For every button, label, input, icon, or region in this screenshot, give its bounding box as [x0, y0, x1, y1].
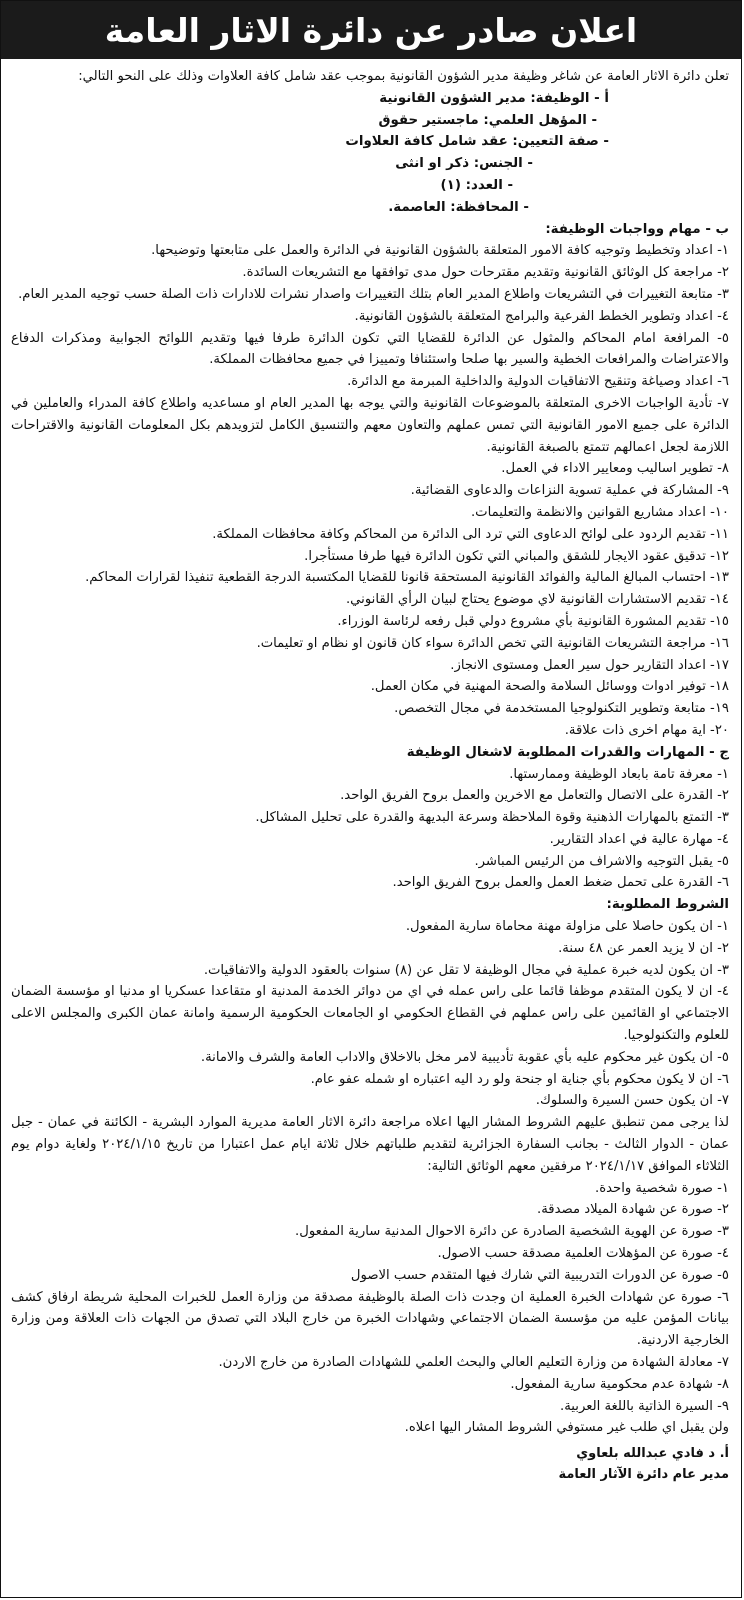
duty-item: ٢٠- اية مهام اخرى ذات علاقة. — [564, 722, 729, 738]
duty-item: ١٨- توفير ادوات ووسائل السلامة والصحة المهنية في مكان العمل. — [370, 679, 729, 695]
duty-item: ٩- المشاركة في عملية تسوية النزاعات والدعاوى القضائية. — [410, 483, 729, 499]
application-paragraph: لذا يرجى ممن تنطبق عليهم الشروط المشار اليها اعلاه مراجعة دائرة الاثار العامة مديرية الموارد البشرية - الكائنة في عمان - جبل عمان - الدوار الثالث - بجانب السفارة الجزائرية لتقديم طلباتهم خلال ثلاثة ايام عمل اعتبارا من تاريخ ٢٠٢٤/١/١٥ ولغاية دوام يوم الثلاثاء الموافق ٢٠٢٤/١/١٧ مرفقين معهم الوثائق التالية: — [11, 1115, 729, 1174]
job-count: - العدد: (١) — [440, 177, 513, 193]
document-item: ٢- صورة عن شهادة الميلاد مصدقة. — [537, 1202, 729, 1218]
condition-item: ١- ان يكون حاصلا على مزاولة مهنة محاماة سارية المفعول. — [405, 919, 729, 935]
signatory-role: مدير عام دائرة الآثار العامة — [558, 1467, 729, 1483]
duty-item: ٧- تأدية الواجبات الاخرى المتعلقة بالموضوعات القانونية والتي يوجه بها المدير العام او مساعديه واطلاع كافة المدراء والعاملين في الدائرة على جميع الامور القانونية التي تمس عملهم والتعاون معهم والتنسيق الكامل لتزويدهم بكل المعلومات القانونية والاقتراحات اللازمة لجعل اعمالهم تتمتع بالصبغة القانونية. — [11, 395, 729, 455]
document-item: ٥- صورة عن الدورات التدريبية التي شارك فيها المتقدم حسب الاصول — [350, 1267, 729, 1283]
skills-list — [11, 764, 729, 895]
documents-list — [11, 1178, 729, 1418]
signatory-name: أ. د فادي عبدالله بلعاوي — [576, 1446, 729, 1462]
job-governorate: - المحافظة: العاصمة. — [388, 199, 529, 215]
job-details — [11, 88, 729, 219]
duty-item: ٣- متابعة التغييرات في التشريعات واطلاع المدير العام بتلك التغييرات واصدار نشرات للادارات ذات الصلة حسب توجيه المدير العام. — [18, 286, 729, 302]
condition-item: ٥- ان يكون غير محكوم عليه بأي عقوبة تأديبية لامر مخل بالاخلاق والاداب العامة والشرف والامانة. — [200, 1049, 729, 1065]
duty-item: ٦- اعداد وصياغة وتنقيح الاتفاقيات الدولية والداخلية المبرمة مع الدائرة. — [347, 374, 729, 390]
duty-item: ٤- اعداد وتطوير الخطط الفرعية والبرامج المتعلقة بالشؤون القانونية. — [354, 308, 729, 324]
duties-heading: ب - مهام وواجبات الوظيفة: — [545, 221, 729, 237]
duty-item: ١٤- تقديم الاستشارات القانونية لاي موضوع يحتاج لبيان الرأي القانوني. — [345, 592, 729, 608]
conditions-heading: الشروط المطلوبة: — [606, 897, 729, 913]
document-item: ٣- صورة عن الهوية الشخصية الصادرة عن دائرة الاحوال المدنية سارية المفعول. — [295, 1224, 729, 1240]
job-position: أ - الوظيفة: مدير الشؤون القانونية — [379, 90, 609, 106]
duty-item: ١- اعداد وتخطيط وتوجيه كافة الامور المتعلقة بالشؤون القانونية في الدائرة والعمل على متابعتها وتوضيحها. — [151, 243, 729, 259]
condition-item: ٤- ان لا يكون المتقدم موظفا قائما على راس عمله في اي من دوائر الخدمة المدنية او متقاعدا عسكريا او مدنيا او مؤسسة الضمان الاجتماعي او القائمين على راس عملهم في القطاع الحكومي او الجامعات الحكومية الرسمية وامانة عمان الكبرى والمجلس الاعلى للعلوم والتكنولوجيا. — [11, 984, 729, 1044]
duty-item: ١٩- متابعة وتطوير التكنولوجيا المستخدمة في مجال التخصص. — [394, 701, 729, 717]
duty-item: ١٢- تدقيق عقود الايجار للشقق والمباني التي تكون الدائرة فيها طرفا مستأجرا. — [304, 548, 729, 564]
skill-item: ٦- القدرة على تحمل ضغط العمل والعمل بروح الفريق الواحد. — [392, 875, 729, 891]
document-item: ١- صورة شخصية واحدة. — [595, 1180, 729, 1196]
signature-block — [11, 1443, 729, 1485]
skill-item: ٣- التمتع بالمهارات الذهنية وقوة الملاحظة وسرعة البديهة والقدرة على تحليل المشاكل. — [255, 810, 729, 826]
duty-item: ١٣- احتساب المبالغ المالية والفوائد القانونية المستحقة قانونا للقضايا المكتسبة الدرجة القطعية تنفيذا لقرارات المحاكم. — [85, 570, 729, 586]
duty-item: ١٠- اعداد مشاريع القوانين والانظمة والتعليمات. — [470, 504, 729, 520]
conditions-list — [11, 916, 729, 1112]
document-item: ٩- السيرة الذاتية باللغة العربية. — [560, 1398, 729, 1414]
skill-item: ٤- مهارة عالية في اعداد التقارير. — [549, 831, 729, 847]
job-appointment: - صفة التعيين: عقد شامل كافة العلاوات — [345, 134, 609, 150]
job-gender: - الجنس: ذكر او انثى — [395, 156, 533, 172]
duties-list — [11, 240, 729, 741]
condition-item: ٦- ان لا يكون محكوم بأي جناية او جنحة ولو رد اليه اعتباره او شمله عفو عام. — [310, 1071, 729, 1087]
document-item: ٤- صورة عن المؤهلات العلمية مصدقة حسب الاصول. — [437, 1246, 729, 1262]
condition-item: ٢- ان لا يزيد العمر عن ٤٨ سنة. — [558, 940, 729, 956]
skill-item: ١- معرفة تامة بابعاد الوظيفة وممارستها. — [509, 766, 729, 782]
condition-item: ٣- ان يكون لديه خبرة عملية في مجال الوظيفة لا تقل عن (٨) سنوات بالعقود الدولية والاتفاقيات. — [203, 962, 729, 978]
document-item: ٧- معادلة الشهادة من وزارة التعليم العالي والبحث العلمي للشهادات الصادرة من خارج الاردن. — [218, 1355, 729, 1371]
announcement-body — [1, 59, 741, 1485]
duty-item: ١١- تقديم الردود على لوائح الدعاوى التي ترد الى الدائرة من المحاكم وكافة محافظات المملكة. — [212, 526, 729, 542]
document-item: ٨- شهادة عدم محكومية سارية المفعول. — [510, 1376, 729, 1392]
duty-item: ١٧- اعداد التقارير حول سير العمل ومستوى الانجاز. — [450, 657, 729, 673]
duty-item: ٥- المرافعة امام المحاكم والمثول عن الدائرة للقضايا التي تكون الدائرة طرفا فيها وتقديم اللوائح الجوابية ومذكرات الدفاع والاعتراضات والمرافعات الخطية والسير بها صلحا واستئنافا وتمييزا في جميع محافظات المملكة. — [11, 330, 729, 368]
duty-item: ٢- مراجعة كل الوثائق القانونية وتقديم مقترحات حول مدى توافقها مع التشريعات السائدة. — [242, 265, 729, 281]
skills-heading: ج - المهارات والقدرات المطلوبة لاشغال الوظيفة — [406, 744, 729, 760]
job-qualification: - المؤهل العلمي: ماجستير حقوق — [378, 112, 597, 128]
closing-note: ولن يقبل اي طلب غير مستوفي الشروط المشار اليها اعلاه. — [404, 1420, 729, 1436]
skill-item: ٢- القدرة على الاتصال والتعامل مع الاخرين والعمل بروح الفريق الواحد. — [340, 788, 729, 804]
duty-item: ١٥- تقديم المشورة القانونية بأي مشروع دولي قبل رفعه لرئاسة الوزراء. — [337, 613, 729, 629]
document-item: ٦- صورة عن شهادات الخبرة العملية ان وجدت ذات الصلة بالوظيفة مصدقة من وزارة العمل للخبرات المحلية شريطة ارفاق كشف بيانات المؤمن عليه من مؤسسة الضمان الاجتماعي وشهادات الخبرة من خارج البلاد التي تصدق من الجهات ذات العلاقة ومن وزارة الخارجية الاردنية. — [11, 1289, 729, 1349]
duty-item: ٨- تطوير اساليب ومعايير الاداء في العمل. — [501, 461, 729, 477]
announcement-title: اعلان صادر عن دائرة الاثار العامة — [1, 1, 741, 59]
intro-paragraph: تعلن دائرة الاثار العامة عن شاغر وظيفة مدير الشؤون القانونية بموجب عقد شامل كافة العلاوات وذلك على النحو التالي: — [78, 69, 729, 84]
duty-item: ١٦- مراجعة التشريعات القانونية التي تخص الدائرة سواء كان قانون او نظام او تعليمات. — [256, 635, 729, 651]
condition-item: ٧- ان يكون حسن السيرة والسلوك. — [535, 1093, 729, 1109]
skill-item: ٥- يقبل التوجيه والاشراف من الرئيس المباشر. — [474, 853, 729, 869]
